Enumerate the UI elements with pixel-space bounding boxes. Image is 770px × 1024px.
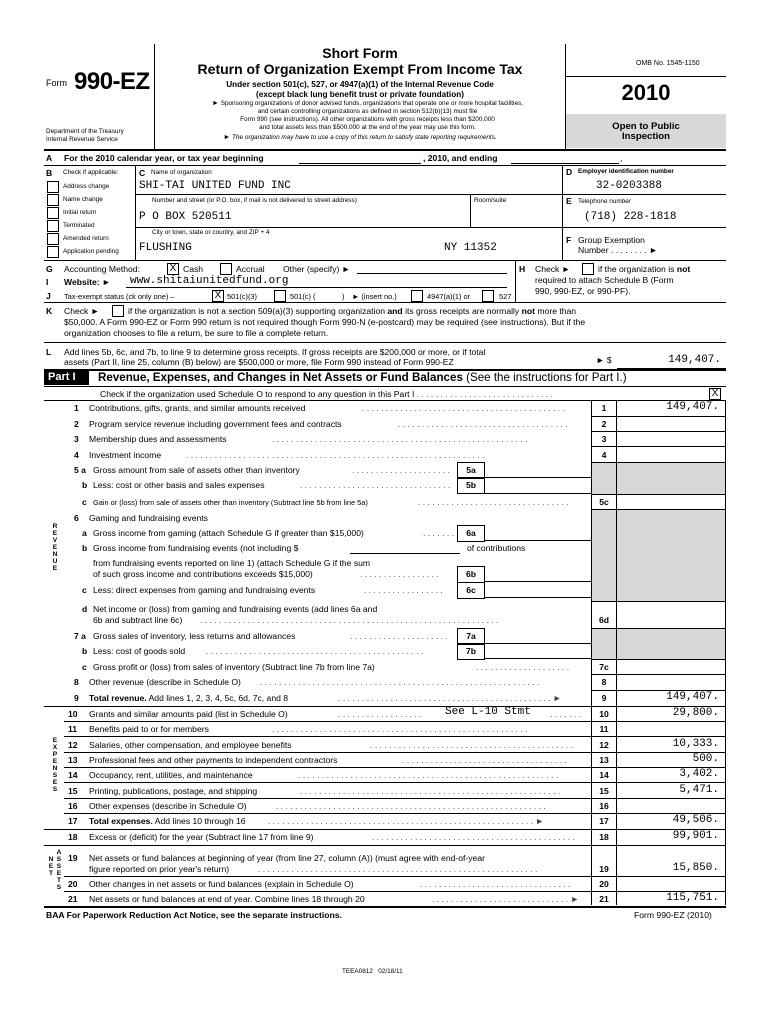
- 527-checkbox[interactable]: [482, 290, 494, 302]
- street-address[interactable]: P O BOX 520511: [139, 211, 232, 223]
- cash-checkbox[interactable]: X: [167, 263, 179, 275]
- note-1: ► Sponsoring organizations of donor advised funds, organizations that operate one or more hospital facilities,: [211, 100, 524, 107]
- application-pending-label: Application pending: [63, 248, 119, 255]
- name-label: Name of organization: [151, 169, 212, 176]
- line-5a-field[interactable]: [484, 477, 591, 478]
- tax-year-end-field[interactable]: [511, 163, 619, 164]
- line-6b-field[interactable]: [484, 581, 591, 582]
- other-method-field[interactable]: [357, 273, 507, 274]
- l-dollar: ► $: [596, 355, 612, 365]
- see-statement: See L-10 Stmt: [445, 706, 531, 718]
- paperwork-notice: BAA For Paperwork Reduction Act Notice, see the separate instructions.: [46, 910, 342, 920]
- line-6b-contrib-field[interactable]: [350, 553, 460, 554]
- tax-year-begin-field[interactable]: [299, 163, 421, 164]
- ein[interactable]: 32-0203388: [596, 180, 663, 192]
- initial-return-label: Initial return: [63, 209, 97, 216]
- check-applicable: Check if applicable:: [63, 169, 119, 176]
- line-5b-field[interactable]: [484, 493, 591, 494]
- l-text-1: Add lines 5b, 6c, and 7b, to line 9 to determine gross receipts. If gross receipts are $200,000 or more, or if total: [64, 347, 486, 357]
- total-expenses-amount[interactable]: 49,506.: [672, 814, 719, 826]
- line-18-amount[interactable]: 99,901.: [672, 830, 719, 842]
- schedule-o-label: Check if the organization used Schedule O to respond to any question in this Part I . . . . . . . . . . . . . . . . . . . . . . . . . . . . .: [100, 389, 553, 399]
- city[interactable]: FLUSHING: [139, 242, 192, 254]
- tax-year: 2010: [621, 80, 671, 105]
- schedule-b-checkbox[interactable]: [582, 263, 594, 275]
- accounting-method-label: Accounting Method:: [64, 264, 140, 274]
- line-12-amount[interactable]: 10,333.: [672, 738, 719, 750]
- line-21-amount[interactable]: 115,751.: [666, 892, 719, 904]
- h-text-2: required to attach Schedule B (Form: [535, 275, 674, 285]
- street-label: Number and street (or P.O. box, if mail is not delivered to street address): [152, 197, 357, 204]
- k-checkbox[interactable]: [112, 305, 124, 317]
- name-change-label: Name change: [63, 196, 103, 203]
- gross-receipts[interactable]: 149,407.: [668, 354, 721, 366]
- k-check-label: Check ►: [64, 306, 100, 316]
- initial-return-checkbox[interactable]: [47, 207, 59, 219]
- part-1-label: Part I: [48, 371, 76, 383]
- line-7a-field[interactable]: [484, 643, 591, 644]
- website[interactable]: www.shitaiunitedfund.org: [130, 275, 289, 287]
- line-6c-field[interactable]: [484, 597, 591, 598]
- 527-label: 527: [499, 292, 512, 301]
- ein-label: Employer identification number: [578, 168, 674, 175]
- dept-line2: Internal Revenue Service: [46, 136, 118, 143]
- note-4: and total assets less than $500,000 at the end of the year may use this form.: [259, 124, 476, 131]
- title-short: Short Form: [322, 45, 398, 61]
- dept-line1: Department of the Treasury: [46, 128, 124, 135]
- line-14-amount[interactable]: 3,402.: [679, 768, 719, 780]
- part-1-title: Revenue, Expenses, and Changes in Net Assets or Fund Balances (See the instructions for Part I.): [98, 371, 627, 384]
- phone-label: Telephone number: [578, 198, 631, 205]
- expenses-side-label: E X P E N S E S: [52, 737, 58, 793]
- 501c3-label: 501(c)(3): [227, 292, 257, 301]
- title-main: Return of Organization Exempt From Income Tax: [197, 61, 523, 77]
- total-revenue-amount[interactable]: 149,407.: [666, 691, 719, 703]
- open-public: Open to Public Inspection: [612, 121, 680, 142]
- h-text-3: 990, 990-EZ, or 990-PF).: [535, 286, 631, 296]
- line-13-amount[interactable]: 500.: [692, 753, 719, 765]
- address-change-label: Address change: [63, 183, 110, 190]
- group-exemption-2: Number . . . . . . . . ►: [578, 245, 658, 255]
- form-prefix: Form: [46, 78, 67, 88]
- line-1-amount[interactable]: 149,407.: [666, 401, 719, 413]
- note-2: and certain controlling organizations as defined in section 512(b)(13) must file: [257, 108, 478, 115]
- form-reference: Form 990-EZ (2010): [634, 910, 712, 920]
- 501c-label: 501(c) (: [290, 292, 316, 301]
- line-a-label: For the 2010 calendar year, or tax year beginning: [64, 153, 264, 163]
- other-method-label: Other (specify) ►: [283, 264, 351, 274]
- line-6a-field[interactable]: [484, 540, 591, 541]
- net-assets-side-label: N E T: [48, 856, 54, 877]
- schedule-o-checkbox[interactable]: X: [709, 388, 721, 400]
- name-change-checkbox[interactable]: [47, 194, 59, 206]
- line-15-amount[interactable]: 5,471.: [679, 784, 719, 796]
- 4947-checkbox[interactable]: [411, 290, 423, 302]
- terminated-label: Terminated: [63, 222, 95, 229]
- l-text-2: assets (Part II, line 25, column (B) below) are $500,000 or more, file Form 990 instead of Form 990-EZ: [64, 357, 454, 367]
- line-10-amount[interactable]: 29,800.: [672, 707, 719, 719]
- 4947-label: 4947(a)(1) or: [427, 292, 471, 301]
- and-ending: , 2010, and ending: [423, 153, 498, 163]
- city-label: City or town, state or country, and ZIP + 4: [152, 229, 270, 236]
- accrual-checkbox[interactable]: [220, 263, 232, 275]
- under-section: Under section 501(c), 527, or 4947(a)(1) of the Internal Revenue Code: [226, 80, 494, 89]
- revenue-side-label: R E V E N U E: [52, 523, 58, 572]
- phone[interactable]: (718) 228-1818: [584, 211, 677, 223]
- group-exemption-1: Group Exemption: [578, 235, 645, 245]
- address-change-checkbox[interactable]: [47, 181, 59, 193]
- accrual-label: Accrual: [236, 264, 265, 274]
- except-line: (except black lung benefit trust or private foundation): [256, 90, 464, 99]
- omb-number: OMB No. 1545-1150: [636, 60, 700, 67]
- tax-exempt-label: Tax-exempt status (ck only one) –: [64, 292, 175, 301]
- 501c-checkbox[interactable]: [274, 290, 286, 302]
- amended-return-label: Amended return: [63, 235, 109, 242]
- org-name[interactable]: SHI-TAI UNITED FUND INC: [139, 180, 291, 192]
- amended-return-checkbox[interactable]: [47, 233, 59, 245]
- 501c3-checkbox[interactable]: X: [212, 290, 224, 302]
- k-text-1: if the organization is not a section 509(a)(3) supporting organization and its gross receipts are normally not more than: [128, 306, 577, 316]
- k-text-3: organization chooses to file a return, be sure to file a complete return.: [64, 328, 329, 338]
- website-label: Website: ►: [64, 277, 111, 287]
- h-text-1: if the organization is not: [598, 264, 691, 274]
- note-5: ► The organization may have to use a copy of this return to satisfy state reporting requirements.: [223, 134, 497, 141]
- note-3: Form 990 (see instructions). All other organizations with gross receipts less than $200,000: [240, 116, 495, 123]
- insert-no-label: ► (insert no.): [352, 292, 397, 301]
- k-text-2: $50,000. A Form 990-EZ or Form 990 return is not required though Form 990-N (e-postcard) may be required (see instructions). But if the: [64, 317, 586, 327]
- line-7b-field[interactable]: [484, 658, 591, 659]
- cash-label: Cash: [183, 264, 204, 274]
- h-check-label: Check ►: [535, 264, 571, 274]
- line-19-amount[interactable]: 15,850.: [672, 862, 719, 874]
- form-number: 990-EZ: [74, 68, 150, 95]
- form-code: TEEA0812 02/18/11: [342, 968, 403, 975]
- terminated-checkbox[interactable]: [47, 220, 59, 232]
- application-pending-checkbox[interactable]: [47, 246, 59, 258]
- state-zip[interactable]: NY 11352: [444, 242, 497, 254]
- room-label: Room/suite: [474, 197, 507, 204]
